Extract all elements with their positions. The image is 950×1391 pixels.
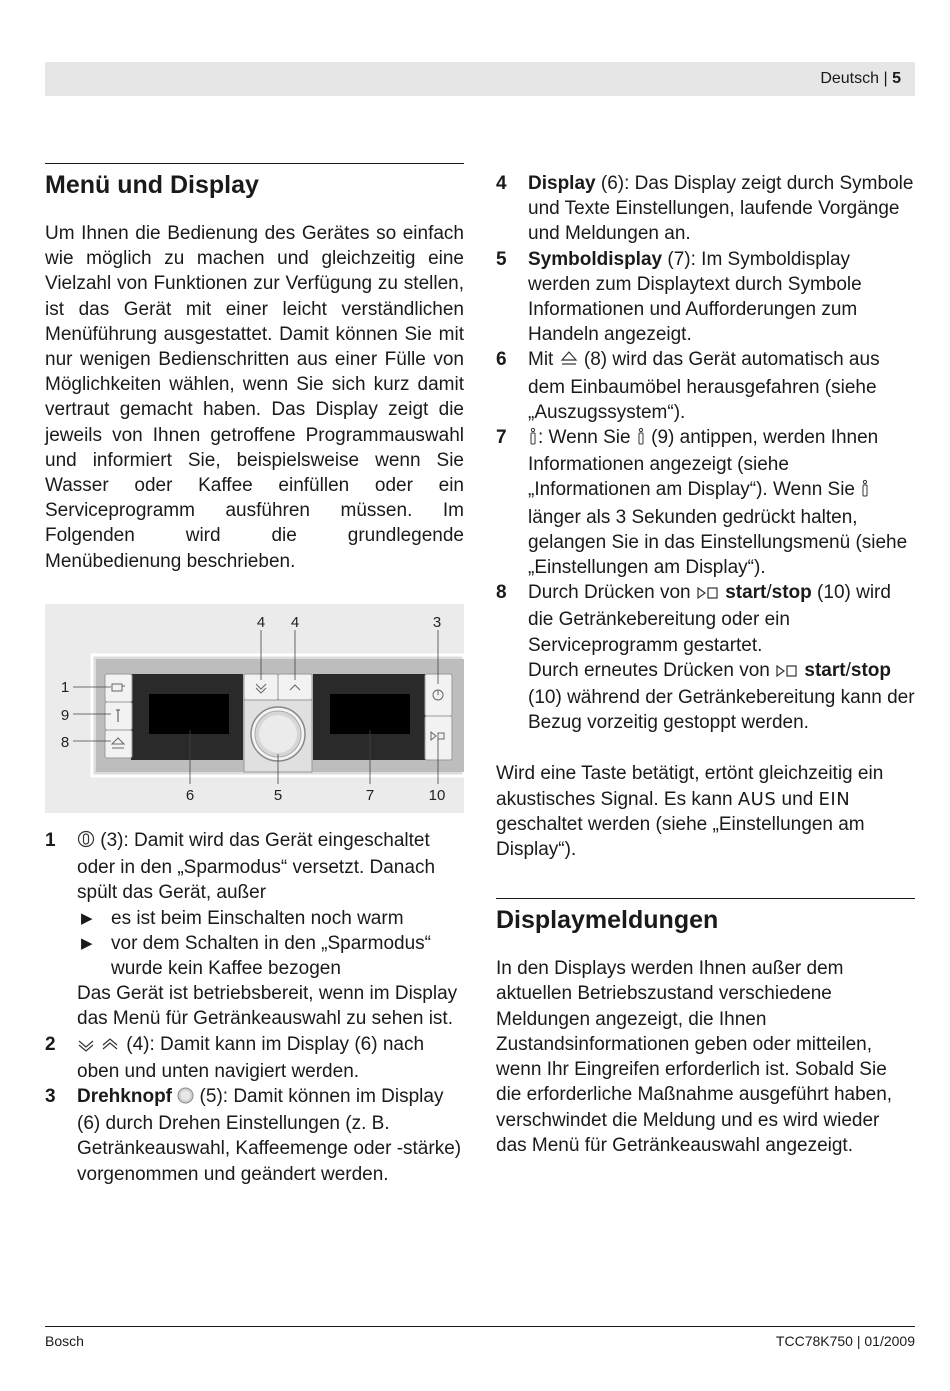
item-number: 1 <box>45 830 56 851</box>
bullet-item <box>77 906 464 931</box>
item-number: 3 <box>45 1086 56 1108</box>
item8-text: (10) wird die Getränkebereitung oder ein Serviceprogramm gestartet. <box>528 582 891 656</box>
signal-text-c: geschaltet werden (siehe „Einstellungen am Display“). <box>496 813 865 861</box>
list-item-4 <box>496 171 915 247</box>
intro-paragraph: Um Ihnen die Bedienung des Gerätes so einfach wie möglich zu machen und gleichzeitig eine Vielzahl von Funktionen zur Verfügung zu stellen, ist das Gerät mit einer leicht verständlichen Menüführung ausgestattet. Damit können Sie mit nur wenigen Bedienschritten aus einer Fülle von Möglichkeiten wählen, wenn Sie sich kurz damit vertraut gemacht haben. Das Display zeigt die jeweils von Ihnen getroffene Programmauswahl und informiert Sie, beispielsweise wenn Sie Wasser oder Kaffee einfüllen oder ein Serviceprogramm ausführen müssen. Im Folgenden wird die grundlegende Menübedienung beschrieben. <box>45 223 464 572</box>
item1-text: (3): Damit wird das Gerät eingeschaltet oder in den „Sparmodus“ versetzt. Danach spült das Gerät, außer <box>77 830 436 904</box>
label-5: 5 <box>273 787 283 804</box>
header-language: Deutsch <box>820 70 880 87</box>
item7-text-c: länger als 3 Sekunden gedrückt halten, gelangen Sie in das Einstellungsmenü (siehe „Einstellungen am Display“). <box>528 506 908 579</box>
signal-text-b: und <box>776 788 819 810</box>
stop-term: stop <box>771 582 812 604</box>
info-icon <box>528 427 538 452</box>
messages-paragraph: In den Displays werden Ihnen außer dem aktuellen Betriebszustand verschiedene Meldungen angezeigt, die Ihnen Zustandsinformationen geben oder mitteilen, wenn Ihr Eingreifen erforderlich ist. Sobald Sie die erforderliche Maßnahme ausgeführt haben, verschwindet die Meldung und es wird wieder das Menü für Getränkeauswahl angezeigt. <box>496 958 893 1156</box>
list-item-3 <box>45 1084 464 1187</box>
item-number: 7 <box>496 427 507 449</box>
label-4-up: 4 <box>290 614 300 631</box>
start-stop-icon <box>775 660 799 685</box>
info-icon <box>636 427 646 452</box>
page-footer <box>45 1326 915 1349</box>
label-3: 3 <box>432 614 442 631</box>
info-icon <box>860 479 870 504</box>
item1-followup: Das Gerät ist betriebsbereit, wenn im Display das Menü für Getränkeauswahl zu sehen ist. <box>77 983 458 1030</box>
bullet-text: vor dem Schalten in den „Sparmodus“ wurde kein Kaffee bezogen <box>111 932 431 980</box>
display-text-aus: AUS <box>737 788 777 810</box>
control-panel-diagram <box>45 604 464 813</box>
item6-text: (8) wird das Gerät automatisch aus dem Einbaumöbel herausgefahren (siehe „Auszugssystem“). <box>528 349 880 423</box>
stop-term: stop <box>850 659 891 681</box>
page-header <box>45 62 915 96</box>
item-number: 5 <box>496 248 507 270</box>
label-10: 10 <box>428 787 446 804</box>
display-text-ein: EIN <box>818 788 851 810</box>
list-item-6 <box>496 347 915 425</box>
knob-icon <box>177 1086 194 1111</box>
item4-term: Display <box>528 173 596 194</box>
right-column <box>496 171 915 1158</box>
left-column-top <box>45 163 464 574</box>
scroll-arrows-icon <box>77 1034 121 1059</box>
item5-term: Symboldisplay <box>528 248 663 270</box>
list-item-7 <box>496 425 915 580</box>
list-item-2 <box>45 1032 464 1084</box>
page-number: 5 <box>892 70 901 87</box>
item-number: 8 <box>496 582 507 604</box>
item8-pre: Durch Drücken von <box>528 582 696 604</box>
label-4-down: 4 <box>256 614 266 631</box>
item-number: 6 <box>496 349 507 371</box>
item5-text: (7): Im Symboldisplay werden zum Displaytext durch Symbole Informationen und Aufforderungen zum Handeln angezeigt. <box>528 248 862 346</box>
label-9: 9 <box>60 707 70 724</box>
start-term: start <box>804 659 846 681</box>
item3-term: Drehknopf <box>77 1086 172 1108</box>
header-separator: | <box>883 70 888 87</box>
label-6: 6 <box>185 787 195 804</box>
item3-text: (5): Damit können im Display (6) durch Drehen Einstellungen (z. B. Getränkeauswahl, Kaffeemenge oder -stärke) vorgenommen und geändert werden. <box>77 1086 462 1185</box>
item2-text: (4): Damit kann im Display (6) nach oben und unten navigiert werden. <box>77 1033 425 1082</box>
slash: / <box>845 659 851 681</box>
section-title-menu: Menü und Display <box>45 171 259 199</box>
item8-text2: (10) während der Getränkebereitung kann der Bezug vorzeitig gestoppt werden. <box>528 687 915 734</box>
header-text <box>820 70 901 88</box>
signal-paragraph <box>496 761 915 862</box>
section-rule <box>496 898 915 899</box>
bullet-item <box>77 931 464 981</box>
item-number: 2 <box>45 1033 56 1055</box>
item-number: 4 <box>496 173 507 194</box>
item6-pre: Mit <box>528 349 559 371</box>
bullet-arrow-icon: ▶ <box>81 909 93 927</box>
label-1: 1 <box>60 679 70 696</box>
eject-icon <box>559 349 579 374</box>
power-icon <box>77 830 95 855</box>
label-8: 8 <box>60 734 70 751</box>
bullet-arrow-icon: ▶ <box>81 934 93 952</box>
list-item-5 <box>496 247 915 348</box>
start-stop-icon <box>696 582 720 607</box>
control-panel-figure <box>45 604 464 813</box>
footer-brand: Bosch <box>45 1333 84 1349</box>
label-7: 7 <box>365 787 375 804</box>
left-column-items <box>45 828 464 1187</box>
section-rule <box>45 163 464 164</box>
item4-text: (6): Das Display zeigt durch Symbole und Texte Einstellungen, laufende Vorgänge und Meldungen an. <box>528 173 914 245</box>
signal-text-a: Wird eine Taste betätigt, ertönt gleichzeitig ein akustisches Signal. Es kann <box>496 763 884 810</box>
list-item-1 <box>45 828 464 1032</box>
item7-text-b: (9) antippen, werden Ihnen Informationen angezeigt (siehe „Informationen am Display“). Wenn Sie <box>528 427 879 501</box>
section-title-messages: Displaymeldungen <box>496 906 719 935</box>
bullet-text: es ist beim Einschalten noch warm <box>111 907 404 929</box>
item8-pre2: Durch erneutes Drücken von <box>528 659 776 681</box>
item7-text-a: : Wenn Sie <box>538 427 636 449</box>
start-term: start <box>725 582 767 604</box>
slash: / <box>766 582 772 604</box>
list-item-8 <box>496 580 915 735</box>
footer-model: TCC78K750 | 01/2009 <box>775 1333 915 1349</box>
